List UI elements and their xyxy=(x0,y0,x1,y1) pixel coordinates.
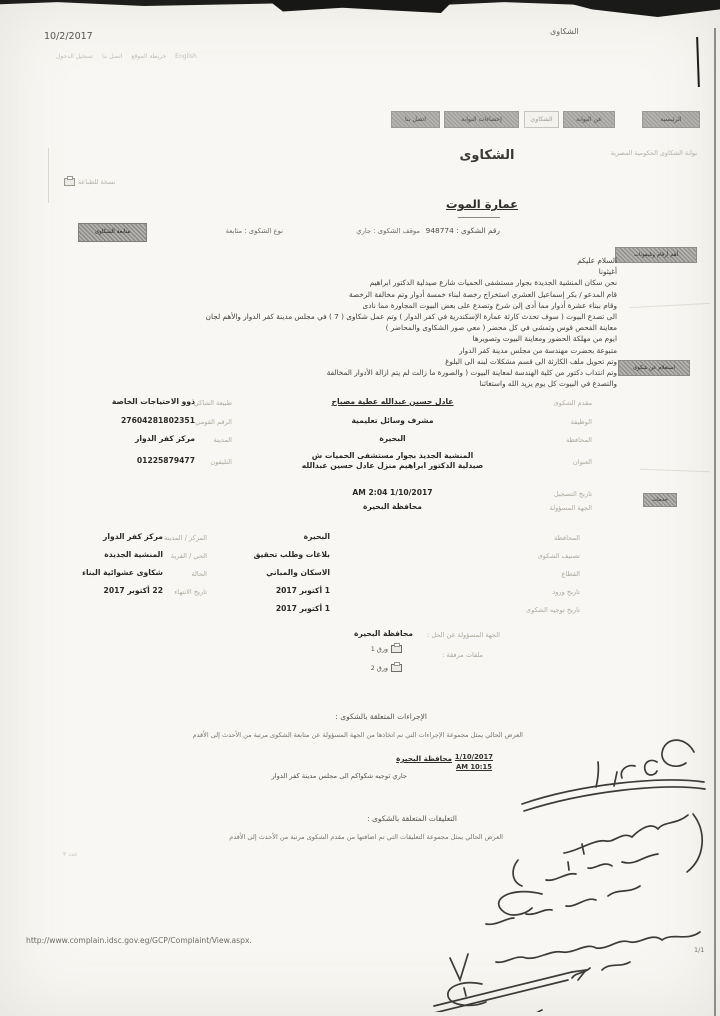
body-line: السلام عليكم xyxy=(577,256,617,265)
footer-page-number: 1/1 xyxy=(694,946,705,954)
body-line: وقام ببناء عشرة أدوار مما أدى إلى شرخ وتصدع على بعض البيوت المجاورة مما نادى xyxy=(362,300,617,310)
field-value: البحيرة xyxy=(303,532,330,541)
utility-link[interactable]: تسجيل الدخول xyxy=(56,53,93,60)
body-line: وتم انتداب دكتور من كلية الهندسة لمعاينة البيوت ( والصورة ما زالت لم يتم ازالة الأدوار المخالفة xyxy=(326,368,617,378)
attachment-file[interactable] xyxy=(371,664,402,672)
field-value: 22 أكتوبر 2017 xyxy=(103,586,163,595)
scan-crease xyxy=(640,469,710,472)
field-label: تاريخ الانتهاء xyxy=(174,588,207,596)
tab-contact[interactable]: اتصل بنا xyxy=(391,111,440,128)
field-value: مشرف وسائل تعليمية xyxy=(351,416,434,425)
tab-statistics[interactable]: إحصاءات البوابة xyxy=(444,111,519,128)
scan-edge-top-blot xyxy=(268,0,454,13)
scan-crease xyxy=(630,303,710,308)
field-label: المدينة xyxy=(213,436,232,444)
sidebar-item-complaint-inquiry[interactable]: استعلام عن شكوى xyxy=(618,360,690,376)
field-label: تاريخ ورود xyxy=(552,588,580,596)
field-label: الرقم القومي xyxy=(195,418,232,426)
procedure-action: جاري توجيه شكواكم الى مجلس مدينة كفر الدوار xyxy=(271,772,407,780)
field-label: الجهة المسؤولة عن الحل : xyxy=(427,631,500,639)
field-value: المنشية الجديدة xyxy=(104,550,163,559)
field-label: تاريخ توجيه الشكوى xyxy=(525,606,580,614)
complaint-number: رقم الشكوى : 948774 xyxy=(425,226,500,235)
field-label: تصنيف الشكوى xyxy=(537,552,580,560)
procedure-entry-date xyxy=(455,753,493,772)
field-label: المركز / المدينة xyxy=(164,534,207,542)
field-label: تاريخ التسجيل xyxy=(553,490,592,498)
field-value-phone: 01225879477 xyxy=(136,456,195,465)
tab-about[interactable]: عن البوابة xyxy=(563,111,615,128)
field-value: 1 أكتوبر 2017 xyxy=(275,604,330,613)
procedure-org: محافظة البحيرة xyxy=(396,754,452,763)
attachments-label: ملفات مرفقة : xyxy=(442,651,483,659)
sidebar-item-services[interactable]: خدمات xyxy=(643,493,677,507)
comments-heading: التعليقات المتعلقة بالشكوى : xyxy=(367,814,457,823)
printer-icon xyxy=(64,178,75,186)
body-line: والتصدع في البيوت كل يوم يزيد الله واستغاثنا xyxy=(479,379,617,389)
field-value: شكاوى عشوائية البناء xyxy=(82,568,163,577)
field-value: بلاغات وطلب تحقيق xyxy=(253,550,330,559)
field-label: طبيعة الشاكي xyxy=(193,399,232,407)
field-label: الجهة المسؤولة xyxy=(549,504,592,512)
print-page-link[interactable] xyxy=(64,178,115,186)
field-value: البحيرة xyxy=(379,434,406,443)
field-label: القطاع xyxy=(561,570,580,578)
procedure-time: AM 10:15 xyxy=(455,762,492,771)
utility-link[interactable]: خريطة الموقع xyxy=(131,53,167,60)
complaint-type: نوع الشكوى : متابعة xyxy=(225,227,283,235)
body-line: متبوعة بحضرت مهندسة من مجلس مدينة كفر الدوار xyxy=(459,345,617,355)
scan-line-left xyxy=(48,148,49,203)
utility-link[interactable]: English xyxy=(175,53,197,60)
page-title: الشكاوى xyxy=(459,148,515,163)
attachment-name: ورق 2 xyxy=(370,664,388,672)
field-value: مركز كفر الدوار xyxy=(103,532,163,541)
complaint-title: عمارة الموت xyxy=(445,197,519,211)
field-label: التليفون xyxy=(210,458,232,466)
field-value-national-id: 27604281802351 xyxy=(121,416,195,425)
body-line: أغيثونا xyxy=(598,267,617,277)
field-value-registration-date: AM 2:04 1/10/2017 xyxy=(352,488,433,497)
body-line: ايوم من مهلكة الحضور ومعاينة البيوت وتصويرها xyxy=(472,334,617,344)
field-label: الحالة xyxy=(191,570,207,578)
field-value: ذوو الاحتياجات الخاصة xyxy=(111,397,195,406)
field-label: المحافظة xyxy=(565,436,592,444)
procedure-date: 1/10/2017 xyxy=(454,753,493,761)
field-label: العنوان xyxy=(572,458,592,466)
body-line: نحن سكان المنشية الجديدة بجوار مستشفى الحميات شارع صيدلية الدكتور ابراهيم xyxy=(369,278,617,288)
utility-links xyxy=(56,53,197,60)
complaint-status: موقف الشكوى : جاري xyxy=(356,227,420,235)
title-underline xyxy=(458,217,500,218)
follow-complaint-button[interactable]: متابعة الشكاوى xyxy=(78,223,147,242)
field-value-solution-org: محافظة البحيرة xyxy=(354,629,413,638)
print-header-title: الشكاوى xyxy=(550,27,579,36)
body-line: قام المدعو / بكر إسماعيل العشري استخراج رخصة لبناء خمسة أدوار وتم مخالفة الرخصة xyxy=(348,289,617,299)
procedures-heading: الإجراءات المتعلقة بالشكوى : xyxy=(335,712,427,721)
field-label: المحافظة xyxy=(553,534,580,542)
print-header-date: 10/2/2017 xyxy=(44,31,93,42)
body-line: وتم تحويل ملف الكارثة الى قسم مشكلات لبنه الى البلوغ xyxy=(445,356,617,366)
attachment-printer-icon xyxy=(391,664,402,672)
scan-edge-top-right xyxy=(556,0,720,17)
tab-complaints-active[interactable]: الشكاوى xyxy=(524,111,559,128)
comments-description: العرض الحالي يمثل مجموعة التعليقات التي تم اضافتها من مقدم الشكوى مرتبة من الأحدث إلى الأقدم xyxy=(229,833,503,841)
attachment-file[interactable] xyxy=(371,645,402,653)
field-value-responsible: محافظة البحيرة xyxy=(363,502,422,511)
field-label: الوظيفة xyxy=(570,418,592,426)
comments-footnote: عدد ٣ xyxy=(63,851,78,858)
print-link-label: نسخة للطباعة xyxy=(78,178,116,186)
field-value: الاسكان والمباني xyxy=(266,568,330,577)
field-value-complainant: عادل حسين عبدالله عطية مصباح xyxy=(331,397,454,406)
attachment-name: ورق 1 xyxy=(370,645,388,653)
procedures-description: العرض الحالي يمثل مجموعة الإجراءات التي تم اتخاذها من الجهة المسؤولة عن متابعة الشكوى مرتبة من الأحدث إلى الأقدم xyxy=(192,731,523,739)
sidebar-item-important-numbers[interactable]: أهم أرقام وتليفونات xyxy=(615,247,697,263)
field-value: مركز كفر الدوار xyxy=(135,434,195,443)
field-label: الحي / القرية xyxy=(170,552,207,560)
scan-edge-right xyxy=(714,28,716,1016)
portal-tagline: بوابة الشكاوى الحكومية المصرية xyxy=(610,149,697,157)
attachment-printer-icon xyxy=(391,645,402,653)
body-line: معاينة الفحص قوس وتمشي في كل محضر ( معي صور الشكاوى والمحاضر ) xyxy=(385,323,617,333)
tab-home[interactable]: الرئيسية xyxy=(642,111,700,128)
body-line: الى تصدع البيوت ( سوف تحدث كارثة عمارة الإسكندرية في كفر الدوار ) وتم عمل شكاوى ( 7 ) في مجلس مدينة كفر الدوار والأهم لجان xyxy=(205,312,617,322)
field-value-address: المنشية الجديد بجوار مستشفى الحميات ش صيدلية الدكتور ابراهيم منزل عادل حسين عبدالله xyxy=(301,451,484,471)
pen-stroke-mark xyxy=(696,37,700,87)
field-value: 1 أكتوبر 2017 xyxy=(275,586,330,595)
complaint-body xyxy=(88,255,617,389)
utility-link[interactable]: اتصل بنا xyxy=(101,53,123,60)
field-label: مقدم الشكوى xyxy=(553,399,592,407)
footer-url: http://www.complain.idsc.gov.eg/GCP/Complaint/View.aspx. xyxy=(26,936,252,945)
